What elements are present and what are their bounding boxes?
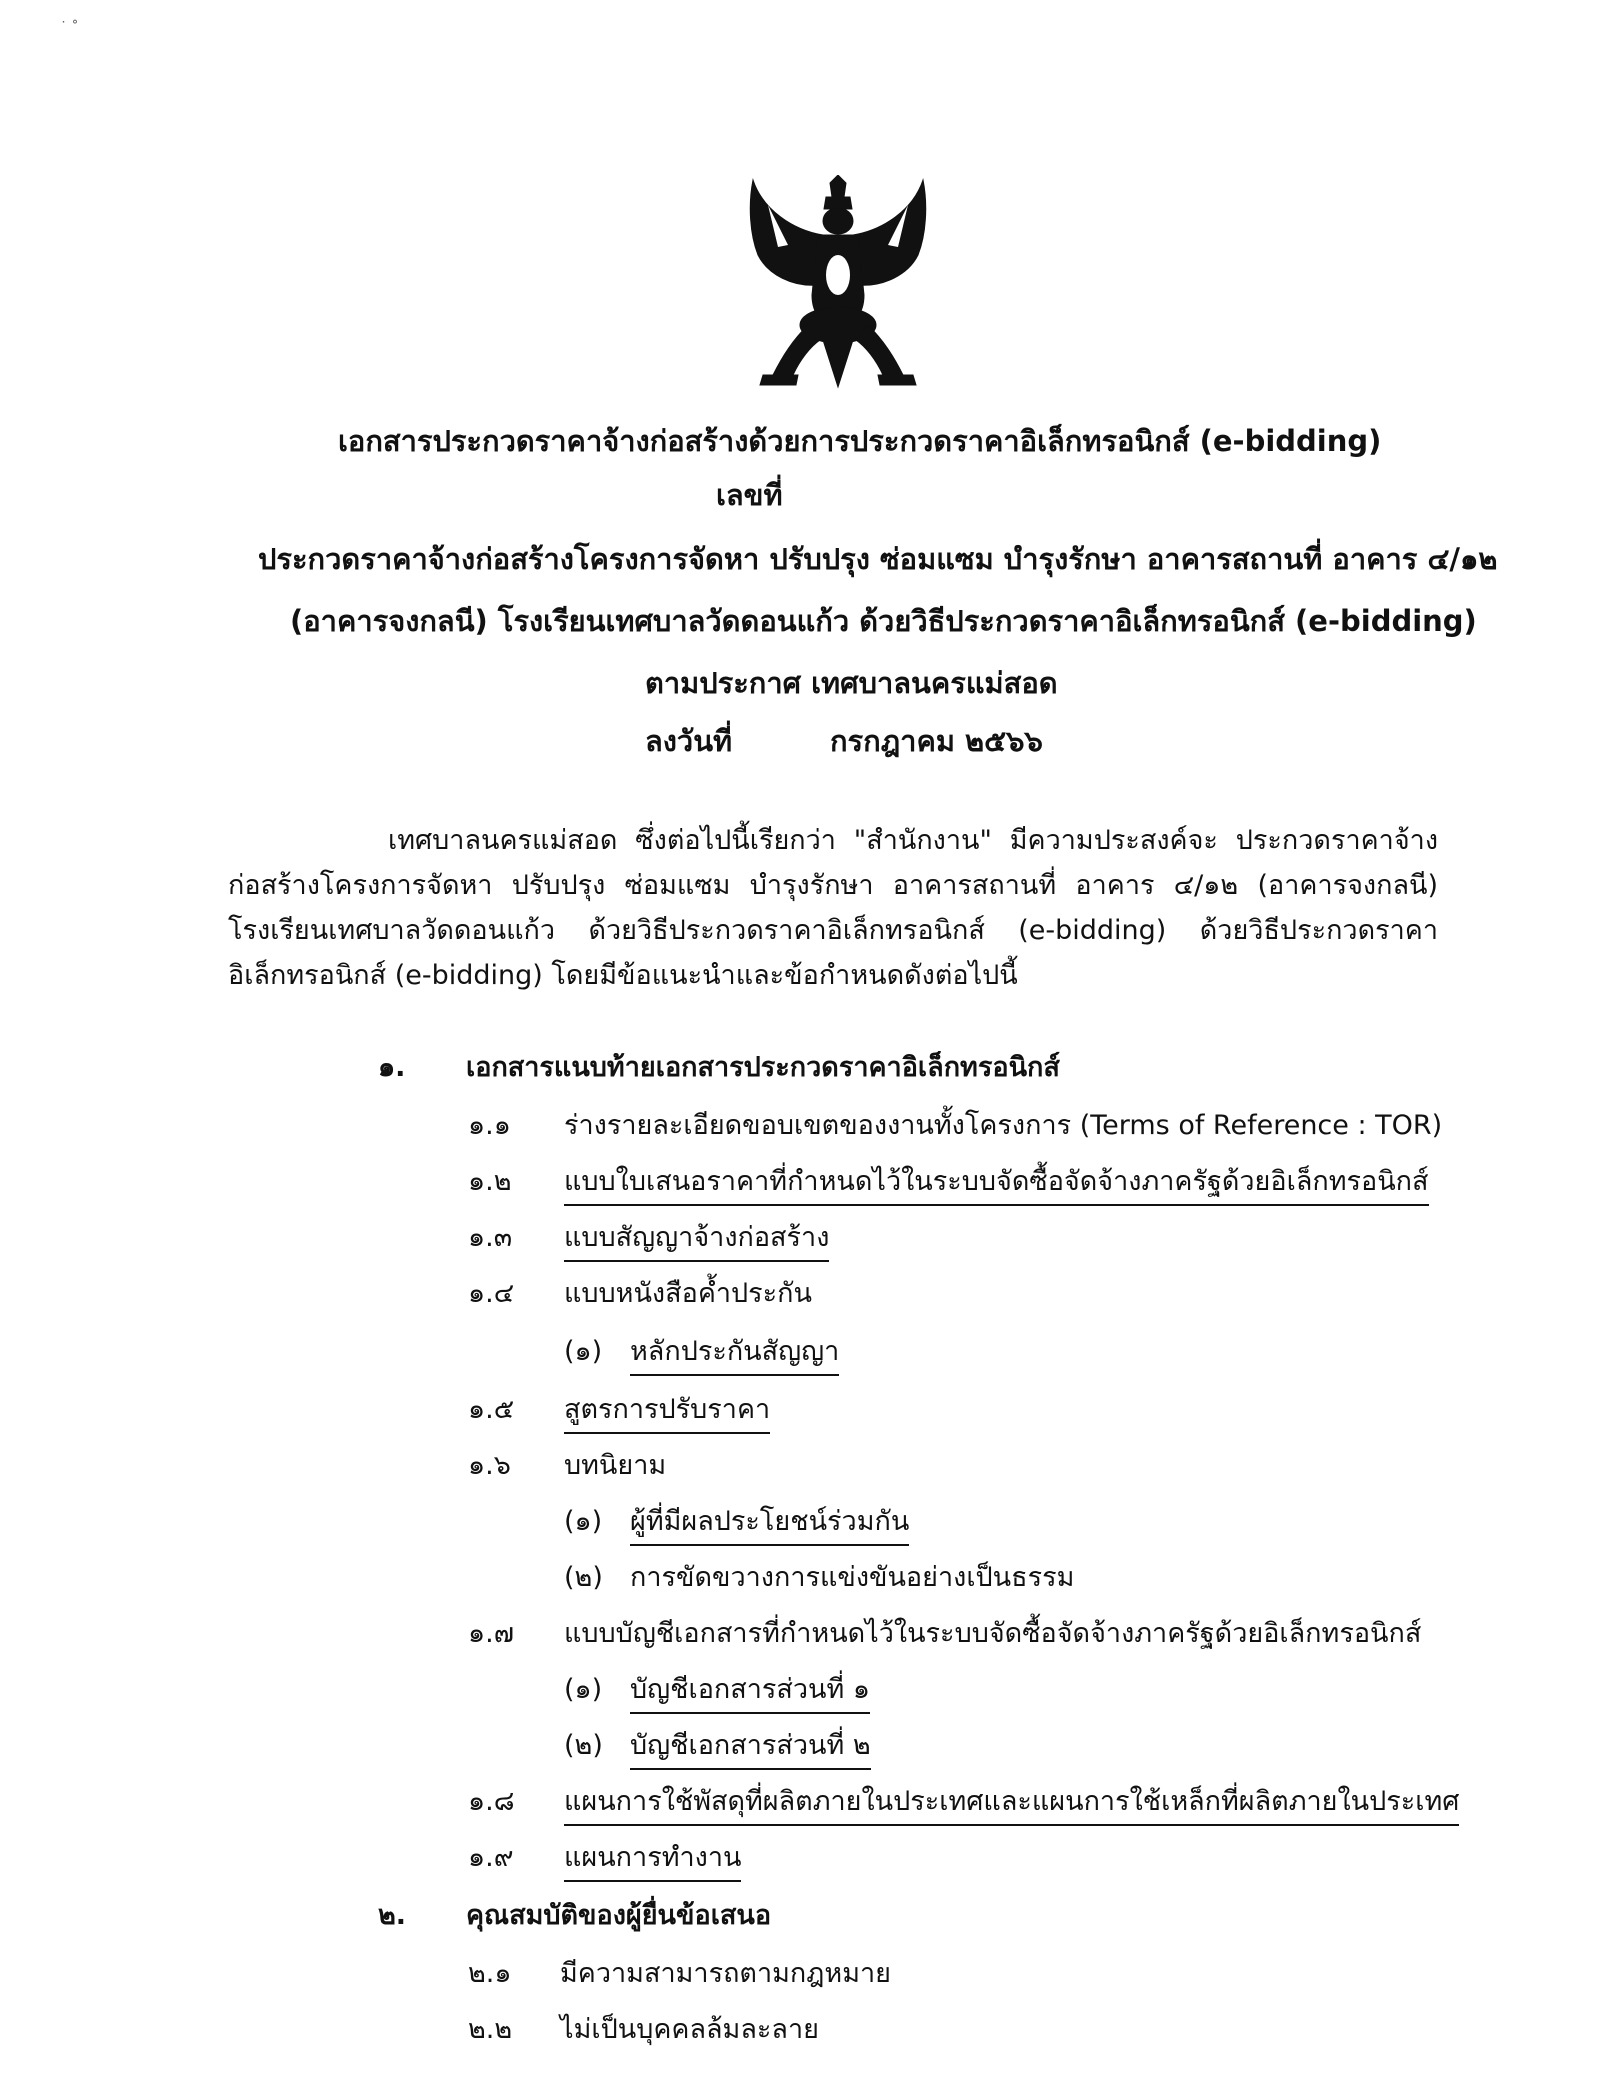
item-text: แบบใบเสนอราคาที่กำหนดไว้ในระบบจัดซื้อจัดจ้างภาครัฐด้วยอิเล็กทรอนิกส์	[564, 1162, 1429, 1206]
item-number: ๑.๒	[468, 1166, 512, 1197]
date-value: กรกฎาคม ๒๕๖๖	[830, 724, 1043, 758]
item-number: (๑)	[564, 1506, 603, 1537]
item-text: ไม่เป็นบุคคลล้มละลาย	[560, 2014, 819, 2045]
section-title: เอกสารแนบท้ายเอกสารประกวดราคาอิเล็กทรอนิกส์	[466, 1052, 1060, 1083]
announcement-line: ตามประกาศ เทศบาลนครแม่สอด	[645, 666, 1058, 700]
item-number: (๒)	[564, 1730, 603, 1761]
item-text: มีความสามารถตามกฎหมาย	[560, 1958, 891, 1989]
intro-paragraph: เทศบาลนครแม่สอด ซึ่งต่อไปนี้เรียกว่า "สำนักงาน" มีความประสงค์จะ ประกวดราคาจ้างก่อสร้างโครงการจัดหา ปรับปรุง ซ่อมแซม บำรุงรักษา อาคารสถานที่ อาคาร ๔/๑๒ (อาคารจงกลนี) โรงเรียนเทศบาลวัดดอนแก้ว ด้วยวิธีประกวดราคาอิเล็กทรอนิกส์ (e-bidding) ด้วยวิธีประกวดราคาอิเล็กทรอนิกส์ (e-bidding) โดยมีข้อแนะนำและข้อกำหนดดังต่อไปนี้	[228, 825, 1438, 991]
item-text: การขัดขวางการแข่งขันอย่างเป็นธรรม	[630, 1562, 1075, 1593]
item-text: แบบบัญชีเอกสารที่กำหนดไว้ในระบบจัดซื้อจัดจ้างภาครัฐด้วยอิเล็กทรอนิกส์	[564, 1618, 1422, 1649]
project-title-line2: (อาคารจงกลนี) โรงเรียนเทศบาลวัดดอนแก้ว ด้วยวิธีประกวดราคาอิเล็กทรอนิกส์ (e-bidding)	[290, 604, 1477, 638]
item-number: ๑.๙	[468, 1842, 514, 1873]
item-number: ๑.๖	[468, 1450, 511, 1481]
item-number: (๒)	[564, 1562, 603, 1593]
item-text: แบบสัญญาจ้างก่อสร้าง	[564, 1218, 829, 1262]
item-text: บัญชีเอกสารส่วนที่ ๑	[630, 1670, 870, 1714]
item-number: ๑.๓	[468, 1222, 513, 1253]
item-text: ผู้ที่มีผลประโยชน์ร่วมกัน	[630, 1502, 909, 1546]
item-text: แผนการใช้พัสดุที่ผลิตภายในประเทศและแผนการใช้เหล็กที่ผลิตภายในประเทศ	[564, 1782, 1459, 1826]
item-number: ๑.๑	[468, 1110, 511, 1141]
item-text: แบบหนังสือค้ำประกัน	[564, 1278, 812, 1309]
section-title: คุณสมบัติของผู้ยื่นข้อเสนอ	[466, 1900, 772, 1931]
item-text: แผนการทำงาน	[564, 1838, 741, 1882]
item-number: ๒.๒	[468, 2014, 513, 2045]
doc-number-label: เลขที่	[716, 478, 783, 512]
item-number: ๑.๘	[468, 1786, 515, 1817]
item-number: (๑)	[564, 1336, 603, 1367]
item-text: หลักประกันสัญญา	[630, 1332, 839, 1376]
date-label: ลงวันที่	[645, 724, 733, 758]
item-number: ๑.๔	[468, 1278, 515, 1309]
item-text: ร่างรายละเอียดขอบเขตของงานทั้งโครงการ (Terms of Reference : TOR)	[564, 1110, 1443, 1141]
item-text: บทนิยาม	[564, 1450, 667, 1481]
item-number: ๑.๗	[468, 1618, 515, 1649]
item-text: บัญชีเอกสารส่วนที่ ๒	[630, 1726, 871, 1770]
section-number: ๑.	[378, 1052, 406, 1083]
section-number: ๒.	[378, 1900, 407, 1931]
garuda-emblem-icon	[738, 175, 938, 390]
scan-specks: ˙ ˚	[60, 20, 79, 36]
project-title-line1: ประกวดราคาจ้างก่อสร้างโครงการจัดหา ปรับปรุง ซ่อมแซม บำรุงรักษา อาคารสถานที่ อาคาร ๔/๑๒	[258, 542, 1498, 576]
item-number: ๑.๕	[468, 1394, 515, 1425]
doc-title: เอกสารประกวดราคาจ้างก่อสร้างด้วยการประกวดราคาอิเล็กทรอนิกส์ (e-bidding)	[338, 424, 1382, 458]
item-number: (๑)	[564, 1674, 603, 1705]
item-text: สูตรการปรับราคา	[564, 1390, 770, 1434]
item-number: ๒.๑	[468, 1958, 512, 1989]
